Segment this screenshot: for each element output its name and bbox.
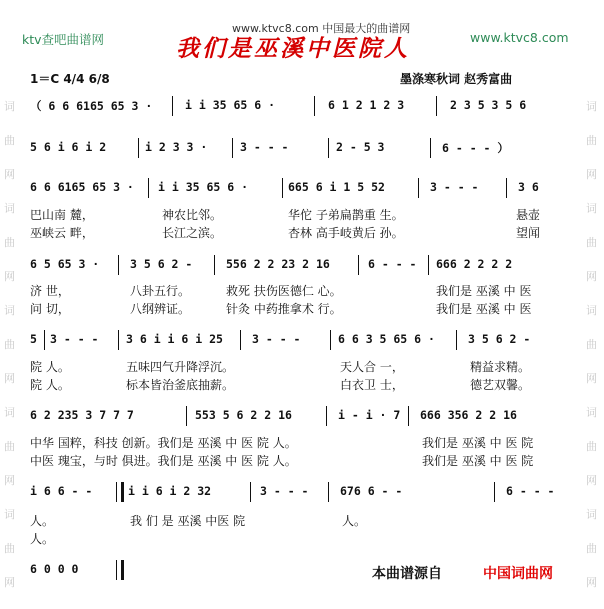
bar-line <box>186 406 187 426</box>
lyric: 悬壶 <box>516 208 541 222</box>
bar-line <box>436 96 437 116</box>
lyric: 我们是 巫溪 中 医 <box>436 302 532 316</box>
bar-line <box>408 406 409 426</box>
lyric: 望闻 <box>516 226 541 240</box>
notation-measure: 3 5 6 2 - <box>130 257 193 271</box>
lyric: 天人合 一， <box>340 360 404 374</box>
bar-line <box>506 178 507 198</box>
notation-measure: 6 5 65 3 · <box>30 257 100 271</box>
lyric: 中华 国粹，科技 创新。我们是 巫溪 中 医 院 人。 <box>30 436 297 450</box>
lyric: 人。 <box>30 532 55 546</box>
lyric: 长江之滨。 <box>162 226 223 240</box>
notation-measure: 665 6 i 1 5 52 <box>288 180 385 194</box>
lyrics-row <box>30 530 570 546</box>
bar-line <box>240 330 241 350</box>
notation-row-7 <box>30 484 570 502</box>
notation-measure: 6 6 3 5 65 6 · <box>338 332 435 346</box>
lyric: 白衣卫 士， <box>340 378 404 392</box>
notation-measure: 6 - - - ） <box>442 141 509 155</box>
notation-row-2 <box>30 140 570 158</box>
bar-line <box>118 330 119 350</box>
site-watermark-center: www.ktvc8.com 中国最大的曲谱网 <box>232 22 411 35</box>
bar-line <box>148 178 149 198</box>
bar-line <box>428 255 429 275</box>
notation-measure: 6 - - - <box>368 257 417 271</box>
side-watermark-left: 词曲网词曲网词曲网词曲网词曲网 <box>4 100 15 589</box>
bar-line <box>44 330 45 350</box>
notation-measure: 676 6 - - <box>340 484 403 498</box>
bar-line <box>418 178 419 198</box>
notation-measure: 6 - - - <box>506 484 555 498</box>
lyric: 我们是 巫溪 中 医 院 <box>422 454 534 468</box>
bar-line <box>314 96 315 116</box>
bar-line <box>328 138 329 158</box>
bar-line <box>172 96 173 116</box>
bar-line <box>358 255 359 275</box>
notation-measure: 6 6 6165 65 3 · <box>30 180 134 194</box>
lyric: 人。 <box>342 514 367 528</box>
notation-measure: 3 5 6 2 - <box>468 332 531 346</box>
lyrics-row <box>30 206 570 222</box>
lyric: 八纲辨证。 <box>130 302 191 316</box>
lyric: 我们是 巫溪 中 医 <box>436 284 532 298</box>
notation-row-6 <box>30 408 570 426</box>
notation-row-5 <box>30 332 570 350</box>
bar-line <box>282 178 283 198</box>
lyric: 院 人。 <box>30 360 70 374</box>
lyric: 华佗 子弟扁鹊重 生。 <box>288 208 404 222</box>
site-watermark-left: ktv查吧曲谱网 <box>22 32 105 47</box>
credits: 墨涤寒秋词 赵秀富曲 <box>400 72 513 86</box>
bar-line <box>456 330 457 350</box>
bar-line <box>328 482 329 502</box>
lyric: 问 切， <box>30 302 70 316</box>
site-watermark-right: www.ktvc8.com <box>470 30 569 45</box>
notation-measure: i - i · 7 <box>338 408 401 422</box>
bar-line <box>232 138 233 158</box>
notation-measure: 556 2 2 23 2 16 <box>226 257 330 271</box>
lyric: 杏林 高手岐黄后 孙。 <box>288 226 404 240</box>
lyric: 人。 <box>30 514 55 528</box>
bar-line <box>250 482 251 502</box>
notation-measure: （ 6 6 6165 65 3 · <box>30 99 153 113</box>
notation-measure: 3 6 <box>518 180 539 194</box>
lyric: 神农比邻。 <box>162 208 223 222</box>
notation-measure: i i 35 65 6 · <box>185 98 276 112</box>
end-bar-line <box>116 560 124 580</box>
notation-measure: 6 0 0 0 <box>30 562 79 576</box>
notation-measure: 2 3 5 3 5 6 <box>450 98 527 112</box>
lyric: 我们是 巫溪 中 医 院 <box>422 436 534 450</box>
notation-measure: 3 6 i i 6 i 25 <box>126 332 223 346</box>
key-signature: 1＝C 4/4 6/8 <box>30 72 110 86</box>
source-label: 本曲谱源自 <box>372 566 442 582</box>
notation-measure: 6 2 235 3 7 7 7 <box>30 408 134 422</box>
bar-line <box>326 406 327 426</box>
lyric: 救死 扶伤医德仁 心。 <box>226 284 342 298</box>
lyric: 针灸 中药推拿术 行。 <box>226 302 342 316</box>
notation-measure: 2 - 5 3 <box>336 140 385 154</box>
lyric: 中医 瑰宝，与时 俱进。我们是 巫溪 中 医 院 人。 <box>30 454 297 468</box>
lyrics-row <box>30 282 570 298</box>
bar-line <box>494 482 495 502</box>
bar-line <box>214 255 215 275</box>
notation-measure: 3 - - - <box>430 180 479 194</box>
bar-line <box>330 330 331 350</box>
notation-measure: i i 35 65 6 · <box>158 180 249 194</box>
lyric: 标本皆治釜底抽薪。 <box>126 378 235 392</box>
notation-measure: i 2 3 3 · <box>145 140 208 154</box>
lyrics-row <box>30 358 570 374</box>
lyric: 院 人。 <box>30 378 70 392</box>
bar-line <box>118 255 119 275</box>
lyric: 德艺双馨。 <box>470 378 531 392</box>
notation-measure: 6 1 2 1 2 3 <box>328 98 405 112</box>
notation-measure: 5 6 i 6 i 2 <box>30 140 107 154</box>
notation-measure: i 6 6 - - <box>30 484 93 498</box>
bar-line <box>430 138 431 158</box>
lyrics-row <box>30 452 570 468</box>
notation-row-3 <box>30 180 570 198</box>
bar-line <box>138 138 139 158</box>
repeat-bar-line <box>116 482 124 502</box>
notation-measure: 3 - - - <box>50 332 99 346</box>
notation-measure: 553 5 6 2 2 16 <box>195 408 292 422</box>
lyric: 精益求精。 <box>470 360 531 374</box>
lyrics-row <box>30 512 570 528</box>
lyric: 巫峡云 畔， <box>30 226 94 240</box>
notation-row-1 <box>30 98 570 116</box>
notation-measure: 666 356 2 2 16 <box>420 408 517 422</box>
lyrics-row <box>30 224 570 240</box>
lyric: 巴山南 麓， <box>30 208 94 222</box>
lyrics-row <box>30 300 570 316</box>
notation-measure: 666 2 2 2 2 <box>436 257 513 271</box>
lyrics-row <box>30 434 570 450</box>
notation-measure: 3 - - - <box>252 332 301 346</box>
side-watermark-right: 词曲网词曲网词曲网词曲网词曲网 <box>586 100 597 589</box>
notation-measure: 3 - - - <box>240 140 289 154</box>
source-site: 中国词曲网 <box>483 566 553 582</box>
lyric: 济 世， <box>30 284 70 298</box>
notation-measure: 5 <box>30 332 37 346</box>
notation-row-4 <box>30 257 570 275</box>
notation-measure: 3 - - - <box>260 484 309 498</box>
song-title: 我们是巫溪中医院人 <box>176 35 410 62</box>
lyric: 我 们 是 巫溪 中医 院 <box>130 514 246 528</box>
lyrics-row <box>30 376 570 392</box>
notation-measure: i i 6 i 2 32 <box>128 484 212 498</box>
lyric: 五味四气升降浮沉。 <box>126 360 235 374</box>
lyric: 八卦五行。 <box>130 284 191 298</box>
